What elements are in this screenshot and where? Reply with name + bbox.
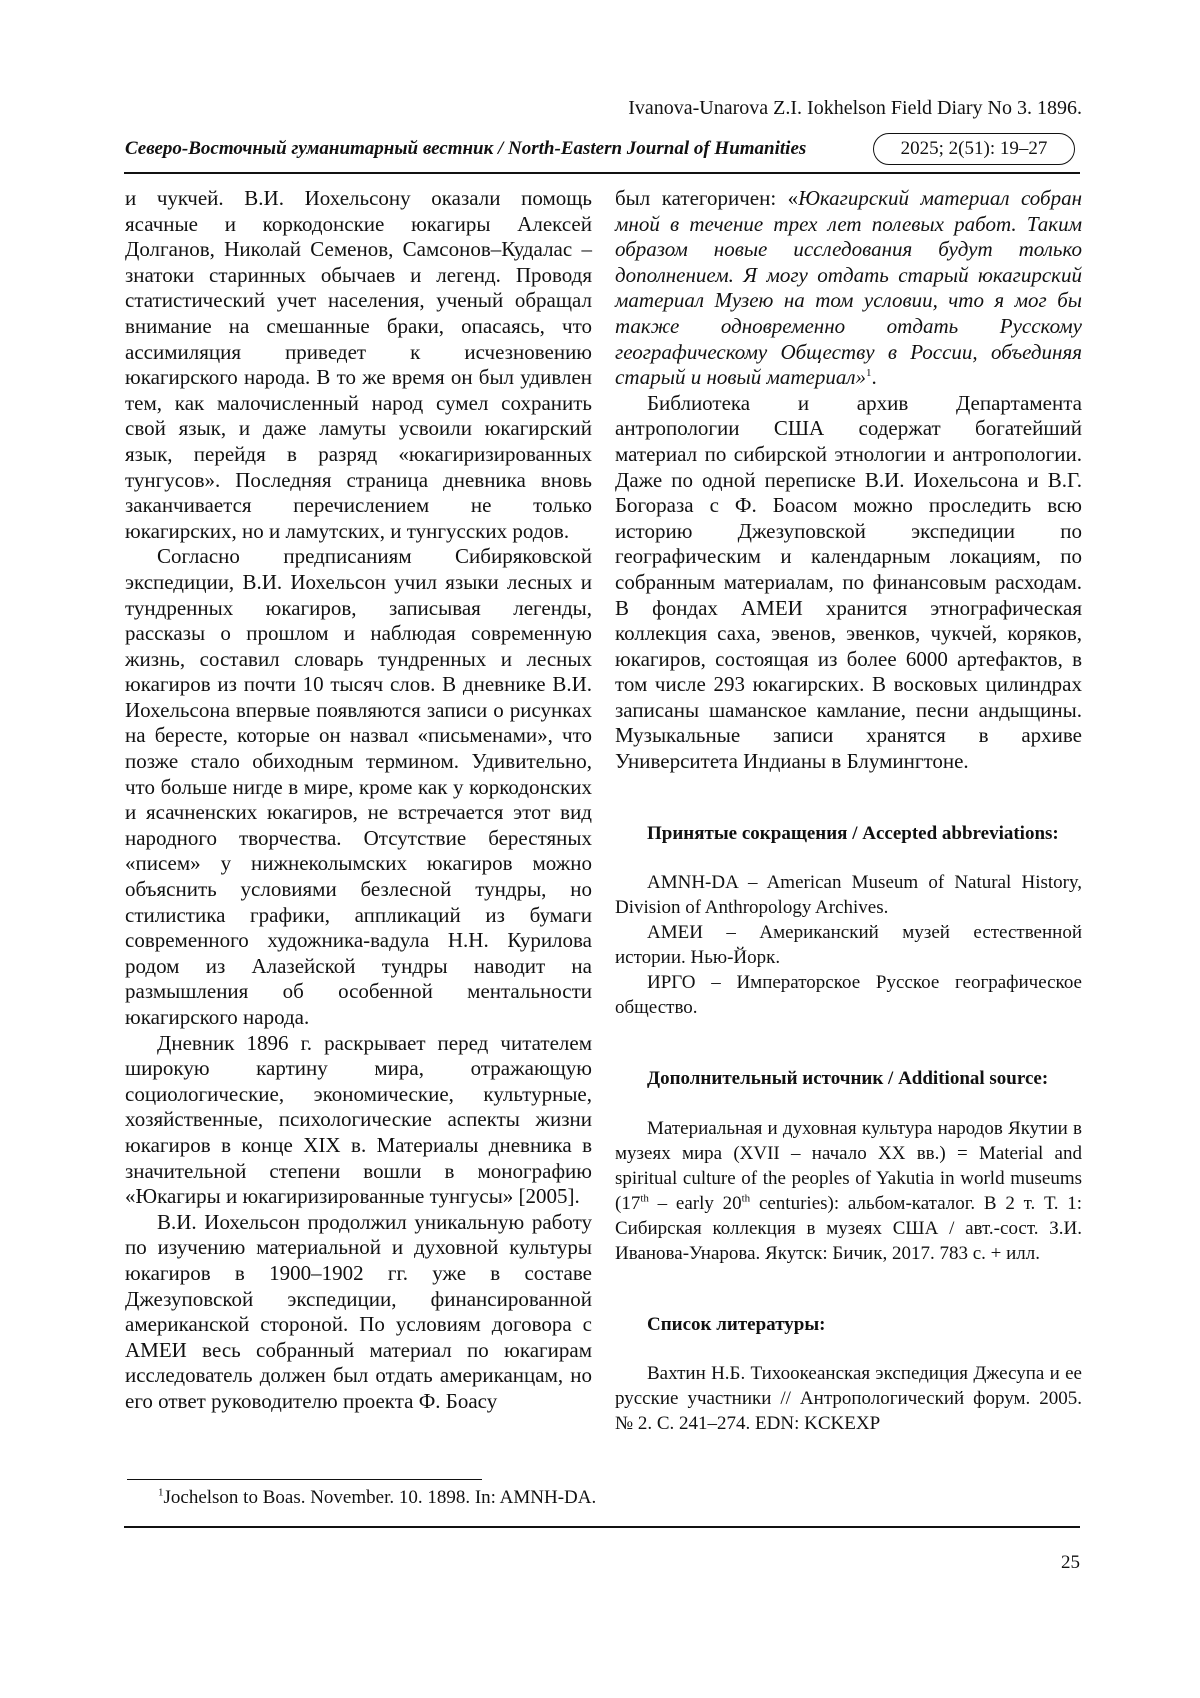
paragraph: В.И. Иохельсон продолжил уникальную работу по изучению материальной и духовной культуры юкагиров в 1900–1902 гг. уже в составе Джезуповской экспедиции, финансированной американской стороной. По условиям договора с АМЕИ весь собранный материал по юкагирам исследователь должен был отдать американцам, но его ответ руководителю проекта Ф. Боасу <box>125 1209 592 1413</box>
reference-item: Вахтин Н.Б. Тихоокеанская экспедиция Джесупа и ее русские участники // Антропологический форум. 2005. № 2. С. 241–274. EDN: KCKEXP <box>615 1363 1082 1435</box>
paragraph: Библиотека и архив Департамента антропологии США содержат богатейший материал по сибирской этнологии и антропологии. Даже по одной переписке В.И. Иохельсона и В.Г. Богораза с Ф. Боасом можно проследить всю историю Джезуповской экспедиции по географическим и календарным локациям, по собранным материалам, по финансовым расходам. В фондах АМЕИ хранится этнографическая коллекция саха, эвенов, эвенков, чукчей, коряков, юкагиров, состоящая из более 6000 артефактов, в том числе 293 юкагирских. В восковых цилиндрах записаны шаманское камлание, песни андыщины. Музыкальные записи хранятся в архиве Университета Индианы в Блумингтоне. <box>615 390 1082 774</box>
additional-source-entry: Материальная и духовная культура народов Якутии в музеях мира (XVII – начало XX вв.) = Material and spiritual culture of the peoples of Yakutia in world museums (17th – early 20th centuries): альбом-каталог. В 2 т. Т. 1: Сибирская коллекция в музеях США / авт.-сост. З.И. Иванова-Унарова. Якутск: Бичик, 2017. 783 с. + илл. <box>615 1117 1082 1264</box>
quote-end: . <box>871 365 877 390</box>
footnote-mark: 1 <box>158 1486 164 1499</box>
boas-quote: Юкагирский материал собран мной в течение трех лет полевых работ. Таким образом новые исследования будут только дополнением. Я могу отдать старый юкагирский материал Музею на том условии, что я мог бы также одновременно отдать Русскому географическому Обществу в России, объединяя старый и новый материал» <box>615 186 1083 390</box>
paragraph <box>615 186 1082 391</box>
quote-lead: был категоричен: « <box>615 186 799 210</box>
paragraph: Дневник 1896 г. раскрывает перед читателем широкую картину мира, отражающую социологические, экономические, культурные, хозяйственные, психологические аспекты жизни юкагиров в конце XIX в. Материалы дневника в значительной степени вошли в монографию «Юкагиры и юкагиризированные тунгусы» [2005]. <box>125 1030 592 1209</box>
paragraph: Согласно предписаниям Сибиряковской экспедиции, В.И. Иохельсон учил языки лесных и тундренных юкагиров, записывая легенды, рассказы о прошлом и наблюдая современную жизнь, составил словарь тундренных и лесных юкагиров из почти 10 тысяч слов. В дневнике В.И. Иохельсона впервые появляются записи о рисунках на бересте, которые он назвал «письменами», что позже стало обиходным термином. Удивительно, что больше нигде в мире, кроме как у коркодонских и ясачненских юкагиров, не встречается этот вид народного творчества. Отсутствие берестяных «писем» у нижнеколымских юкагиров можно объяснить условиями безлесной тундры, но стилистика графики, аппликаций из бумаги современного художника-вадула Н.Н. Курилова родом из Алазейской тундры наводит на размышления об особенной ментальности юкагирского народа. <box>125 544 592 1029</box>
header-rule <box>124 172 1080 174</box>
left-column <box>125 186 592 1415</box>
footnote-text: Jochelson to Boas. November. 10. 1898. In: AMNH-DA. <box>163 1487 597 1508</box>
abbreviation-item: ИРГО – Императорское Русское географическое общество. <box>615 972 1082 1019</box>
paragraph: и чукчей. В.И. Иохельсону оказали помощь ясачные и коркодонские юкагиры Алексей Долганов, Николай Семенов, Самсонов–Кудалас – знатоки старинных обычаев и легенд. Проводя статистический учет населения, ученый обращал внимание на смешанные браки, опасаясь, что ассимиляция приведет к исчезновению юкагирского народа. В то же время он был удивлен тем, как малочисленный народ сумел сохранить свой язык, и даже ламуты усвоили юкагирский язык, перейдя в разряд «юкагиризированных тунгусов». Последняя страница дневника вновь заканчивается перечислением не только юкагирских, но и ламутских, и тунгусских родов. <box>125 186 592 543</box>
running-title: Ivanova-Unarova Z.I. Iokhelson Field Diary No 3. 1896. <box>628 97 1082 119</box>
abbreviations-heading: Принятые сокращения / Accepted abbreviations: <box>647 822 1059 844</box>
references-heading: Список литературы: <box>647 1313 826 1335</box>
journal-name: Северо-Восточный гуманитарный вестник / North-Eastern Journal of Humanities <box>125 138 807 159</box>
right-column <box>615 186 1082 1436</box>
footnote-rule <box>127 1479 482 1480</box>
page-number: 25 <box>1061 1552 1080 1573</box>
additional-source-heading: Дополнительный источник / Additional source: <box>647 1068 1049 1090</box>
footnote <box>158 1487 596 1509</box>
footer-rule <box>124 1526 1080 1528</box>
abbreviation-item: АМЕИ – Американский музей естественной истории. Нью-Йорк. <box>615 922 1082 969</box>
issue-badge: 2025; 2(51): 19–27 <box>873 133 1075 165</box>
abbreviation-item: AMNH-DA – American Museum of Natural History, Division of Anthropology Archives. <box>615 872 1082 919</box>
footnote-ref[interactable]: 1 <box>866 367 872 380</box>
